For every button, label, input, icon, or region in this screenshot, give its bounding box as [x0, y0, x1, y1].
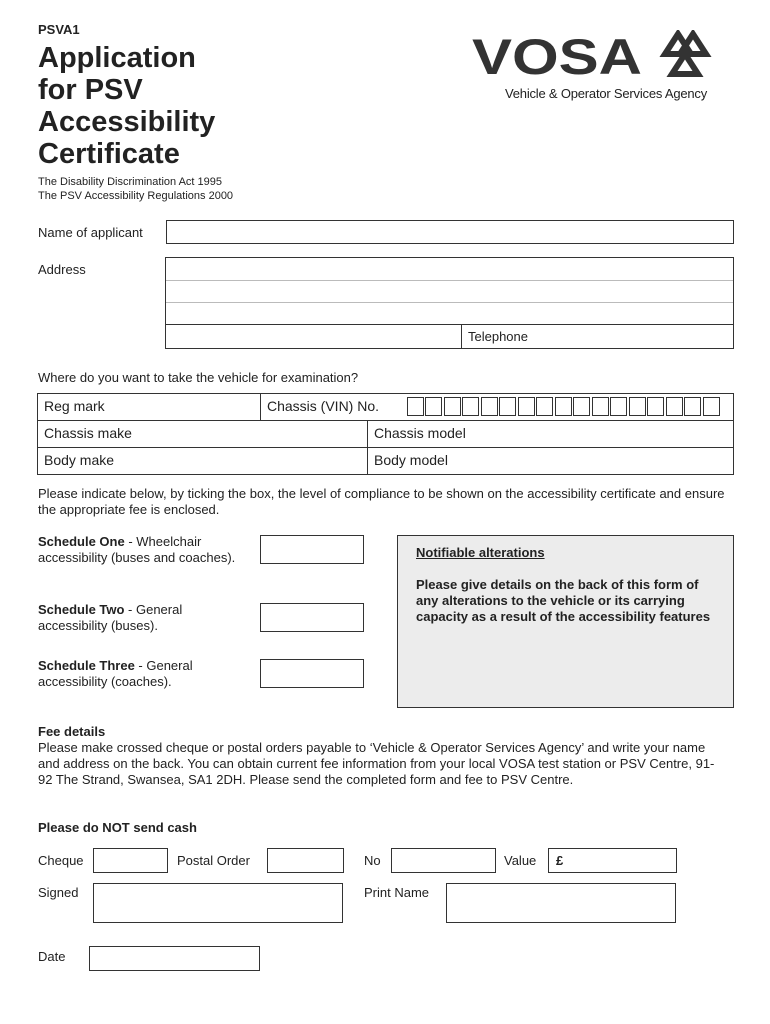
chassis-vin-label: Chassis (VIN) No. — [267, 398, 380, 414]
vin-box[interactable] — [536, 397, 553, 416]
cheque-label: Cheque — [38, 853, 84, 868]
name-field[interactable] — [166, 220, 734, 244]
title-line-2: for PSV — [38, 74, 143, 106]
telephone-divider — [461, 324, 462, 348]
body-model-field[interactable] — [367, 447, 734, 475]
chassis-model-field[interactable] — [367, 420, 734, 448]
vin-box[interactable] — [684, 397, 701, 416]
reg-mark-field[interactable] — [37, 393, 261, 421]
vin-character-boxes[interactable] — [405, 397, 720, 416]
page-title — [38, 42, 215, 170]
vin-box[interactable] — [592, 397, 609, 416]
date-label: Date — [38, 949, 66, 964]
schedule-two-checkbox[interactable] — [260, 603, 364, 632]
schedule-one-title: Schedule One — [38, 534, 125, 549]
notifiable-body: Please give details on the back of this form of any alterations to the vehicle or its carrying capacity as a result of the accessibility features — [416, 577, 711, 624]
chassis-model-label: Chassis model — [374, 425, 466, 441]
date-field[interactable] — [89, 946, 260, 971]
vin-box[interactable] — [703, 397, 720, 416]
print-name-label: Print Name — [364, 885, 430, 900]
fee-title: Fee details — [38, 724, 106, 739]
form-code: PSVA1 — [38, 22, 80, 37]
address-line-divider — [166, 324, 733, 325]
schedule-two-desc: - General accessibility (buses). — [38, 602, 183, 633]
print-name-field[interactable] — [446, 883, 676, 923]
vin-box[interactable] — [444, 397, 461, 416]
telephone-label: Telephone — [468, 329, 528, 344]
schedule-three-text — [38, 658, 238, 690]
address-line-divider — [166, 302, 733, 303]
postal-order-label: Postal Order — [177, 853, 250, 868]
body-make-label: Body make — [44, 452, 115, 468]
body-make-field[interactable] — [37, 447, 368, 475]
schedule-three-checkbox[interactable] — [260, 659, 364, 688]
name-label: Name of applicant — [38, 225, 143, 240]
legislation-line-2: The PSV Accessibility Regulations 2000 — [38, 190, 234, 202]
address-field[interactable] — [165, 257, 734, 349]
agency-name: Vehicle & Operator Services Agency — [505, 86, 708, 101]
notifiable-title: Notifiable alterations — [416, 545, 545, 560]
no-cash-notice: Please do NOT send cash — [38, 820, 197, 835]
address-label: Address — [38, 262, 86, 277]
cheque-field[interactable] — [93, 848, 168, 873]
vin-box[interactable] — [666, 397, 683, 416]
vin-box[interactable] — [629, 397, 646, 416]
compliance-instructions: Please indicate below, by ticking the box, the level of compliance to be shown on the accessibility certificate and ensure the appropriate fee is enclosed. — [38, 486, 725, 517]
logo-text: VOSA — [472, 30, 642, 85]
vin-box[interactable] — [518, 397, 535, 416]
signature-field[interactable] — [93, 883, 343, 923]
examination-question: Where do you want to take the vehicle for examination? — [38, 370, 359, 385]
schedule-one-checkbox[interactable] — [260, 535, 364, 564]
vin-box[interactable] — [481, 397, 498, 416]
title-line-3: Accessibility — [38, 106, 216, 138]
schedule-three-title: Schedule Three — [38, 658, 135, 673]
triangles-icon — [665, 34, 706, 74]
vin-box[interactable] — [610, 397, 627, 416]
schedule-two-title: Schedule Two — [38, 602, 125, 617]
chassis-make-label: Chassis make — [44, 425, 132, 441]
currency-symbol: £ — [556, 853, 564, 868]
chassis-make-field[interactable] — [37, 420, 368, 448]
title-line-4: Certificate — [38, 138, 180, 170]
title-line-1: Application — [38, 42, 196, 74]
schedule-three-desc: - General accessibility (coaches). — [38, 658, 193, 689]
value-label: Value — [504, 853, 537, 868]
reg-mark-label: Reg mark — [44, 398, 105, 414]
schedule-one-text — [38, 534, 238, 566]
no-label: No — [364, 853, 381, 868]
vin-box[interactable] — [407, 397, 424, 416]
postal-order-field[interactable] — [267, 848, 344, 873]
vin-box[interactable] — [425, 397, 442, 416]
fee-body: Please make crossed cheque or postal orders payable to ‘Vehicle & Operator Services Agency’ and write your name and address on the back. You can obtain current fee information from your local VOSA test station or PSV Centre, 91-92 The Strand, Swansea, SA1 2DH. Please send the completed form and fee to PSV Centre. — [38, 740, 715, 787]
value-field[interactable] — [548, 848, 677, 873]
vin-box[interactable] — [499, 397, 516, 416]
body-model-label: Body model — [374, 452, 448, 468]
schedule-one-desc: - Wheelchair accessibility (buses and coaches). — [38, 534, 236, 565]
vin-box[interactable] — [462, 397, 479, 416]
vin-box[interactable] — [647, 397, 664, 416]
address-line-divider — [166, 280, 733, 281]
vin-box[interactable] — [555, 397, 572, 416]
signed-label: Signed — [38, 885, 79, 900]
legislation — [38, 175, 233, 203]
vin-box[interactable] — [573, 397, 590, 416]
number-field[interactable] — [391, 848, 496, 873]
legislation-line-1: The Disability Discrimination Act 1995 — [38, 176, 223, 188]
schedule-two-text — [38, 602, 238, 634]
